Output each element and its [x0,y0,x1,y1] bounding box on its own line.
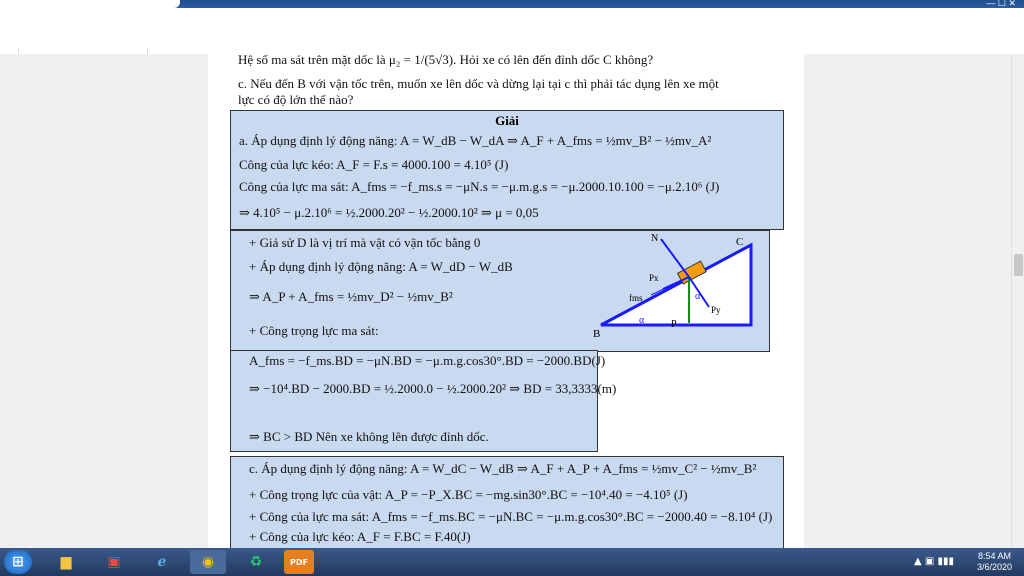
label-fms: fms [629,293,643,303]
box-a-line: Công của lực kéo: A_F = F.s = 4000.100 = 4.10⁵ (J) [239,157,509,172]
taskbar [0,548,1024,576]
ie-icon: ℯ [157,554,167,570]
box-b-line: + Áp dụng định lý động năng: A = W_dD − W_dB [249,259,513,274]
box-c-line: + Công của lực ma sát: A_fms = −f_ms.BC = −μN.BC = −μ.m.g.cos30°.BC = −2000.40 = −8.10⁴ (J) [249,509,773,524]
toolbar-area [0,8,1024,54]
pdf-icon: PDF [290,557,308,567]
chrome-icon: ◉ [201,554,215,570]
normal-arrow [661,239,689,277]
box-b-line: ⇒ A_P + A_fms = ½mv_D² − ½mv_B² [249,289,453,304]
label-C: C [736,236,744,248]
box-b-line: ⇒ −10⁴.BD − 2000.BD = ½.2000.0 − ½.2000.20² ⇒ BD = 33,3333(m) [249,381,617,396]
browser-tab[interactable] [0,0,180,8]
chrome-button[interactable] [190,550,226,574]
start-button[interactable] [4,550,32,574]
label-alpha-car: α [695,291,701,302]
problem-line: Hệ số ma sát trên mặt dốc là μ₂ = 1/(5√3). Hỏi xe có lên đến đỉnh dốc C không? [238,54,654,67]
media-icon: ▣ [107,554,121,570]
app-button[interactable] [238,550,274,574]
box-b-line: ⇒ BC > BD Nên xe không lên được đỉnh dốc. [249,429,489,444]
box-a-line: ⇒ 4.10⁵ − μ.2.10⁶ = ½.2000.20² − ½.2000.10² ⇒ μ = 0,05 [239,205,539,220]
system-tray[interactable] [914,556,954,567]
box-c-line: + Công trọng lực của vật: A_P = −P_X.BC = −mg.sin30°.BC = −10⁴.40 = −4.10⁵ (J) [249,487,688,502]
folder-icon: ▆ [60,554,72,570]
box-c-line: + Công của lực kéo: A_F = F.BC = F.40(J) [249,529,471,544]
problem-c-line1: c. Nếu đến B với vận tốc trên, muốn xe lên dốc và dừng lại tại c thì phải tác dụng lên xe một [238,76,719,91]
solution-box-a [230,110,784,230]
file-explorer-button[interactable] [48,550,84,574]
incline-triangle [601,245,751,325]
vertical-scrollbar[interactable] [1011,54,1024,548]
windows-icon: ⊞ [12,554,24,570]
box-b-line: + Giả sử D là vị trí mà vật có vận tốc bằng 0 [249,235,481,250]
window-controls[interactable]: — ☐ ✕ [986,0,1016,8]
left-gutter [0,54,208,548]
recycle-icon: ♻ [249,554,263,570]
label-Py: Py [711,305,721,315]
label-alpha-base: α [639,315,645,326]
box-b-line: A_fms = −f_ms.BD = −μN.BD = −μ.m.g.cos30°.BD = −2000.BD(J) [249,353,606,368]
ie-button[interactable] [144,550,180,574]
box-a-line: Công của lực ma sát: A_fms = −f_ms.s = −μN.s = −μ.m.g.s = −μ.2000.10.100 = −μ.2.10⁶ (J) [239,179,720,194]
clock-time: 8:54 AM [977,551,1011,561]
solution-box-b-top [230,230,770,352]
clock-date: 3/6/2020 [976,562,1012,572]
media-button[interactable] [96,550,132,574]
solution-box-c [230,456,784,548]
box-b-line: + Công trọng lực ma sát: [249,323,379,338]
incline-diagram [591,233,763,345]
tray-icons: ▲ ▣ ▮▮▮ [913,556,954,567]
label-Px: Px [649,273,659,283]
label-P: P [671,319,677,330]
solution-box-b-bottom [230,350,617,452]
clock[interactable] [977,551,1012,573]
solution-title: Giải [495,113,519,128]
box-c-line: c. Áp dụng định lý động năng: A = W_dC − W_dB ⇒ A_F + A_P + A_fms = ½mv_C² − ½mv_B² [249,461,757,476]
problem-c-line2: lực có độ lớn thế nào? [238,92,354,107]
document-page [208,54,804,548]
window-title-bar [0,0,1024,8]
box-a-line: a. Áp dụng định lý động năng: A = W_dB − W_dA ⇒ A_F + A_fms = ½mv_B² − ½mv_A² [239,133,712,148]
scrollbar-thumb[interactable] [1014,254,1023,276]
label-N: N [651,233,659,244]
label-B: B [593,328,601,340]
pdf-button[interactable] [284,550,314,574]
right-gutter [804,54,1011,548]
